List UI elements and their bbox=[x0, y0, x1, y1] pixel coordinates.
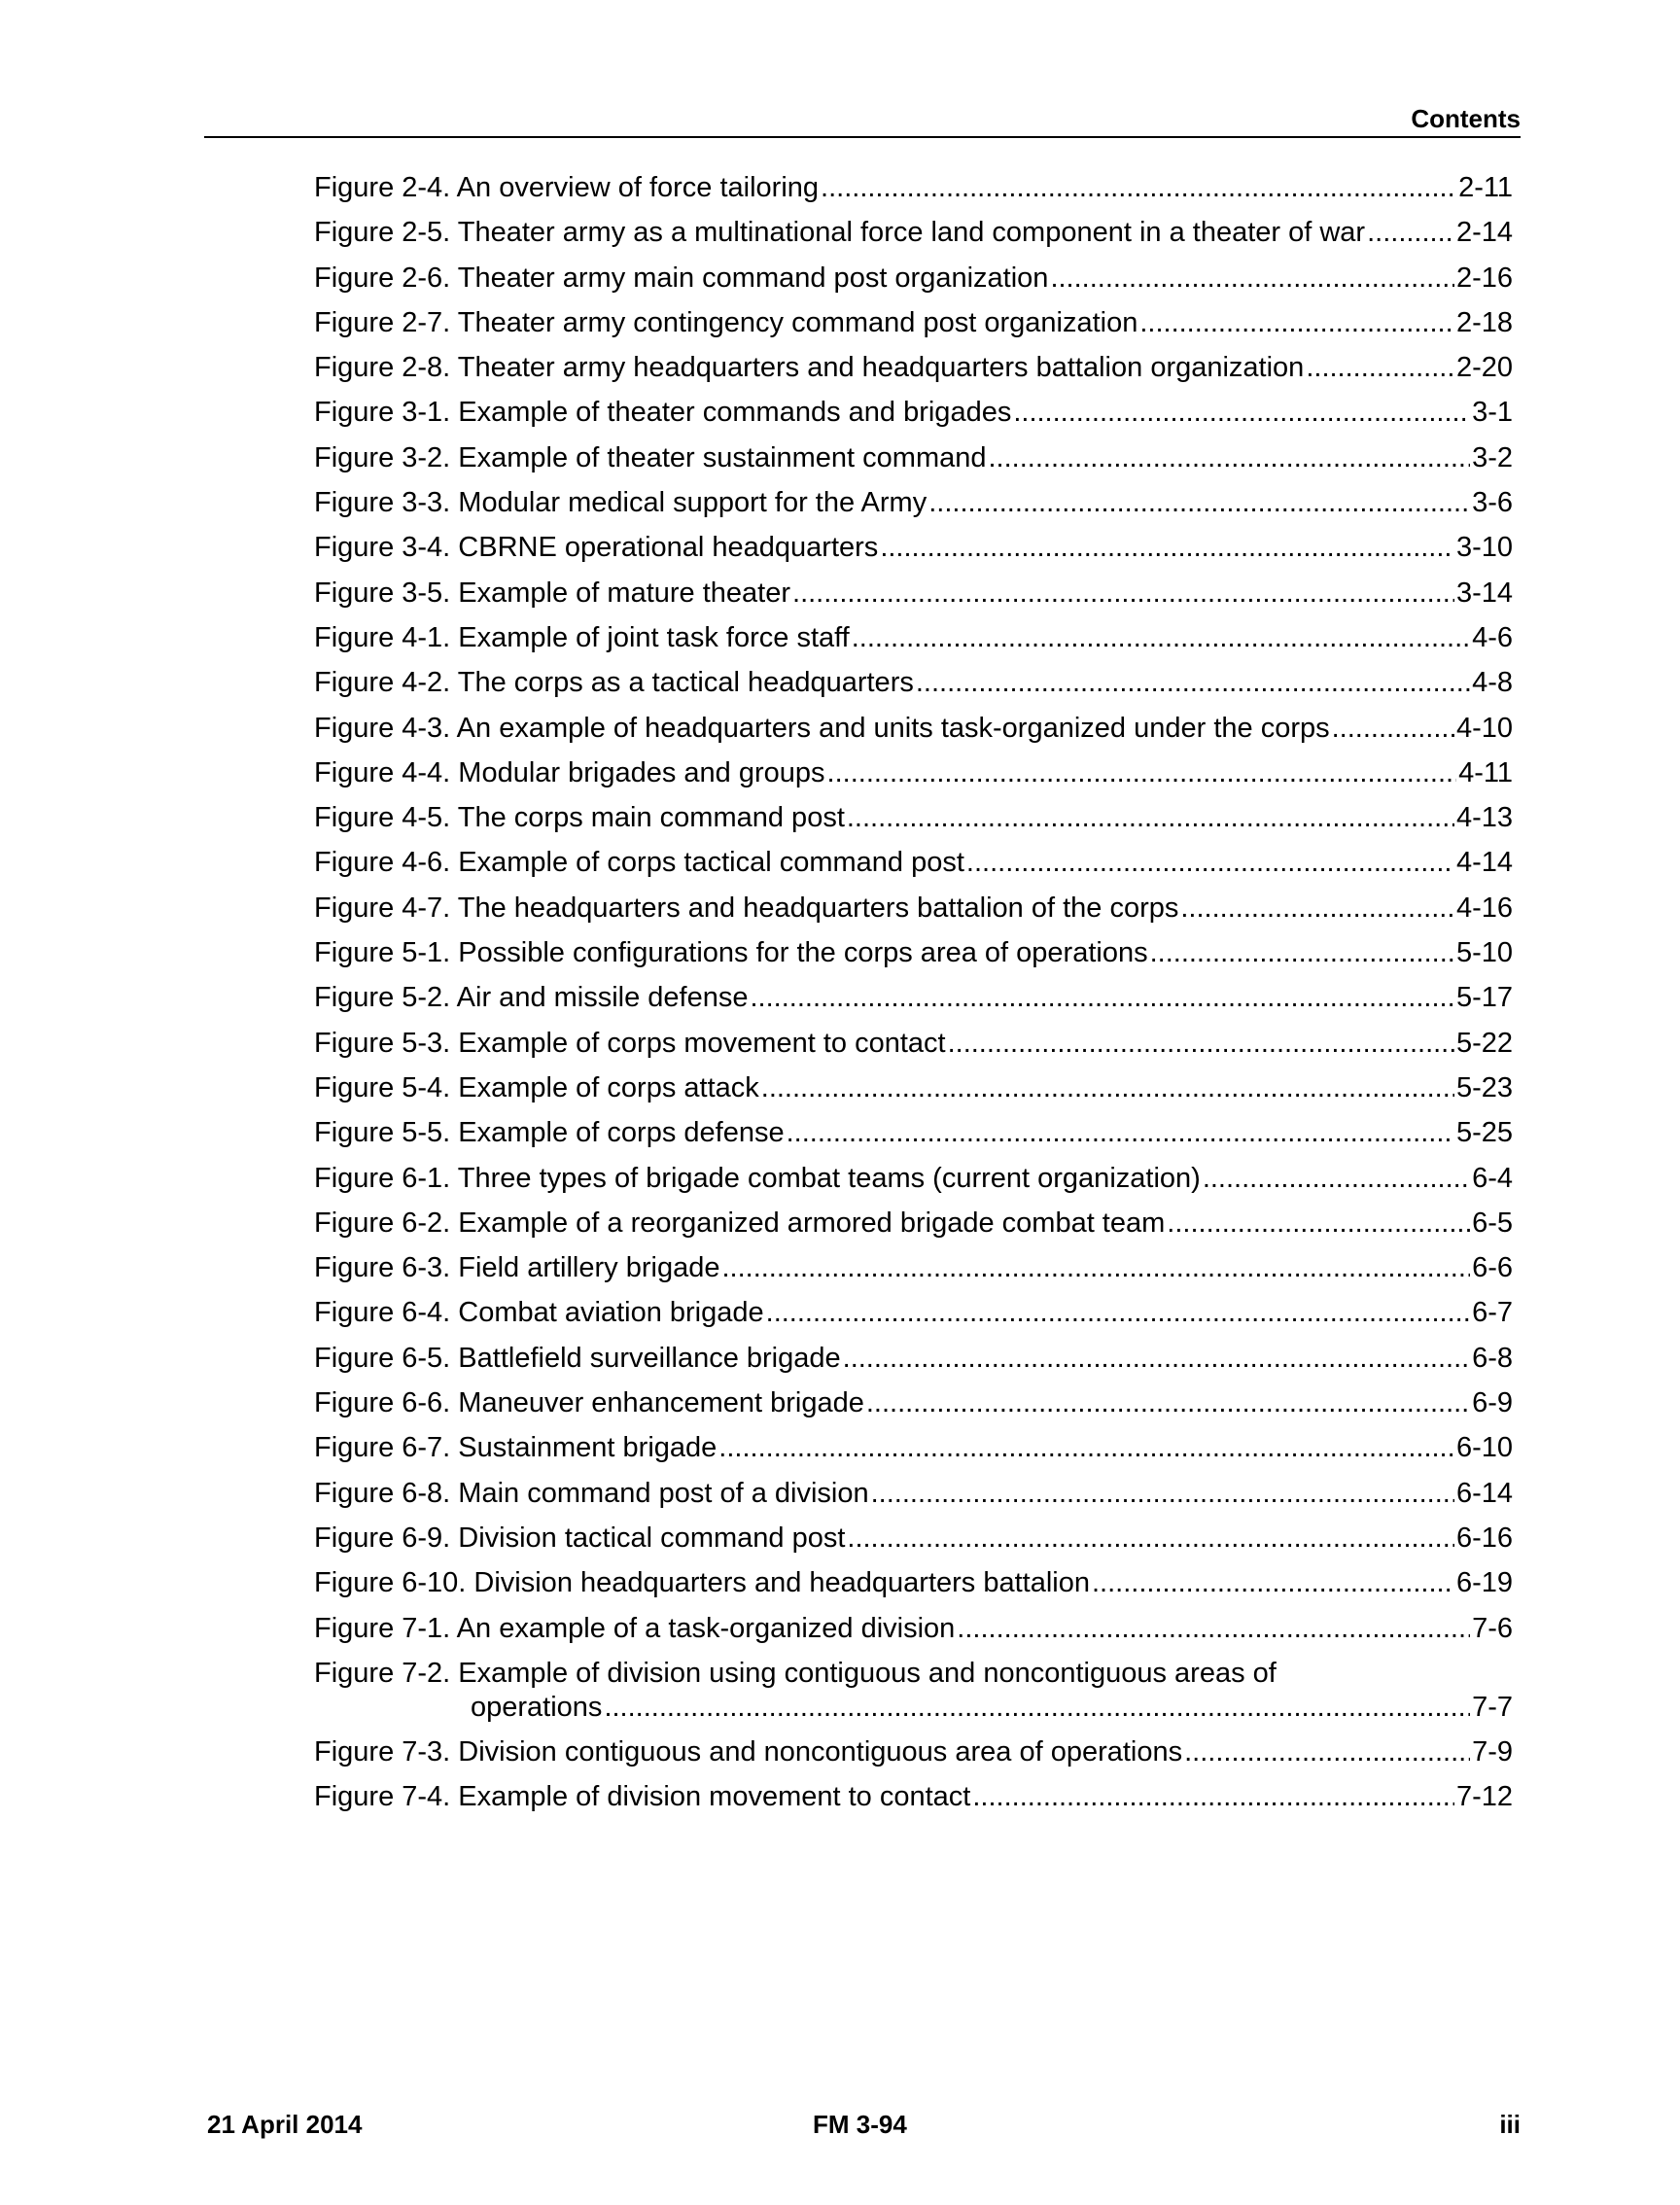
toc-entry-title: Figure 6-2. Example of a reorganized armored brigade combat team bbox=[314, 1207, 1166, 1239]
toc-entry[interactable] bbox=[314, 306, 1513, 340]
toc-entry-title: Figure 7-1. An example of a task-organized division bbox=[314, 1612, 956, 1644]
dot-leader bbox=[1367, 216, 1454, 250]
toc-entry-page: 2-18 bbox=[1455, 306, 1513, 338]
dot-leader bbox=[792, 577, 1454, 611]
toc-entry-page: 6-14 bbox=[1455, 1477, 1513, 1509]
toc-entry[interactable] bbox=[314, 1566, 1513, 1600]
dot-leader bbox=[1306, 351, 1454, 385]
dot-leader bbox=[966, 846, 1454, 880]
toc-entry[interactable] bbox=[314, 1431, 1513, 1465]
toc-entry-title: Figure 4-6. Example of corps tactical command post bbox=[314, 847, 964, 879]
toc-entry-page: 7-12 bbox=[1455, 1781, 1513, 1813]
toc-entry-page: 3-14 bbox=[1455, 577, 1513, 609]
toc-entry-page: 7-6 bbox=[1472, 1612, 1513, 1644]
toc-entry[interactable] bbox=[314, 712, 1513, 746]
toc-entry[interactable] bbox=[314, 1296, 1513, 1330]
toc-entry-title: Figure 5-5. Example of corps defense bbox=[314, 1117, 785, 1149]
toc-entry-title: Figure 7-4. Example of division movement to contact bbox=[314, 1781, 971, 1813]
toc-entry-title: Figure 2-7. Theater army contingency command post organization bbox=[314, 306, 1138, 338]
toc-entry[interactable] bbox=[314, 936, 1513, 970]
toc-entry[interactable] bbox=[314, 1162, 1513, 1196]
toc-entry-page: 6-5 bbox=[1472, 1207, 1513, 1239]
toc-entry[interactable] bbox=[314, 486, 1513, 520]
toc-entry-page: 3-1 bbox=[1472, 397, 1513, 429]
toc-entry-title: Figure 6-3. Field artillery brigade bbox=[314, 1252, 720, 1284]
toc-entry-page: 6-8 bbox=[1472, 1342, 1513, 1374]
toc-entry-title: Figure 6-4. Combat aviation brigade bbox=[314, 1297, 764, 1329]
toc-entry-title: Figure 3-3. Modular medical support for the Army bbox=[314, 487, 928, 519]
dot-leader bbox=[880, 531, 1454, 565]
toc-entry-title: Figure 4-3. An example of headquarters and units task-organized under the corps bbox=[314, 712, 1330, 744]
dot-leader bbox=[847, 801, 1454, 835]
dot-leader bbox=[766, 1296, 1470, 1330]
dot-leader bbox=[1180, 892, 1454, 926]
toc-entry[interactable] bbox=[314, 801, 1513, 835]
dot-leader bbox=[843, 1342, 1470, 1376]
toc-entry[interactable] bbox=[314, 1477, 1513, 1511]
toc-entry-title: Figure 5-3. Example of corps movement to contact bbox=[314, 1027, 946, 1059]
toc-entry[interactable] bbox=[314, 262, 1513, 296]
dot-leader bbox=[604, 1691, 1470, 1725]
toc-entry-title: Figure 2-6. Theater army main command post organization bbox=[314, 262, 1049, 294]
toc-entry-title: Figure 6-5. Battlefield surveillance brigade bbox=[314, 1342, 841, 1374]
toc-entry-page: 5-17 bbox=[1455, 982, 1513, 1014]
toc-entry[interactable] bbox=[314, 1735, 1513, 1769]
toc-entry[interactable] bbox=[314, 396, 1513, 430]
toc-entry-page: 6-10 bbox=[1455, 1432, 1513, 1464]
dot-leader bbox=[761, 1071, 1454, 1105]
toc-entry-title: Figure 7-2. Example of division using contiguous and noncontiguous areas of bbox=[314, 1657, 1277, 1689]
dot-leader bbox=[751, 981, 1454, 1015]
toc-entry[interactable] bbox=[314, 1657, 1513, 1725]
footer-date: 21 April 2014 bbox=[207, 2110, 363, 2139]
dot-leader bbox=[1013, 396, 1470, 430]
dot-leader bbox=[847, 1522, 1454, 1556]
toc-entry-page: 6-4 bbox=[1472, 1162, 1513, 1194]
dot-leader bbox=[1203, 1162, 1470, 1196]
toc-entry-page: 5-23 bbox=[1455, 1071, 1513, 1103]
toc-entry[interactable] bbox=[314, 1342, 1513, 1376]
dot-leader bbox=[972, 1780, 1454, 1814]
footer-page-number: iii bbox=[1499, 2110, 1521, 2139]
toc-entry[interactable] bbox=[314, 1251, 1513, 1285]
toc-entry[interactable] bbox=[314, 666, 1513, 700]
toc-entry-title: Figure 6-7. Sustainment brigade bbox=[314, 1432, 718, 1464]
toc-entry[interactable] bbox=[314, 1116, 1513, 1150]
dot-leader bbox=[989, 441, 1471, 475]
dot-leader bbox=[718, 1431, 1454, 1465]
toc-entry-title: Figure 3-1. Example of theater commands and brigades bbox=[314, 397, 1012, 429]
running-header: Contents bbox=[1411, 104, 1521, 133]
toc-entry-title: Figure 7-3. Division contiguous and noncontiguous area of operations bbox=[314, 1736, 1183, 1768]
toc-entry-page: 2-14 bbox=[1455, 217, 1513, 249]
toc-entry-title-continued: operations bbox=[471, 1691, 603, 1723]
toc-entry[interactable] bbox=[314, 531, 1513, 565]
toc-entry-page: 5-10 bbox=[1455, 937, 1513, 969]
toc-entry-page: 7-9 bbox=[1472, 1736, 1513, 1768]
toc-entry-page: 6-16 bbox=[1455, 1522, 1513, 1554]
toc-entry-title: Figure 2-4. An overview of force tailoring bbox=[314, 172, 820, 203]
toc-entry[interactable] bbox=[314, 981, 1513, 1015]
toc-entry-page: 2-20 bbox=[1455, 352, 1513, 384]
footer-publication: FM 3-94 bbox=[813, 2110, 907, 2139]
toc-entry[interactable] bbox=[314, 846, 1513, 880]
toc-entry-title: Figure 3-2. Example of theater sustainment command bbox=[314, 441, 987, 473]
toc-entry[interactable] bbox=[314, 1027, 1513, 1061]
toc-entry-page: 3-10 bbox=[1455, 532, 1513, 564]
toc-entry[interactable] bbox=[314, 1071, 1513, 1105]
dot-leader bbox=[1167, 1207, 1470, 1241]
toc-entry-page: 3-2 bbox=[1472, 441, 1513, 473]
toc-entry-title: Figure 5-1. Possible configurations for the corps area of operations bbox=[314, 937, 1148, 969]
toc-entry[interactable] bbox=[314, 216, 1513, 250]
toc-entry-title: Figure 2-5. Theater army as a multinational force land component in a theater of war bbox=[314, 217, 1366, 249]
toc-entry-page: 4-6 bbox=[1472, 621, 1513, 653]
toc-entry-page: 6-6 bbox=[1472, 1252, 1513, 1284]
dot-leader bbox=[957, 1612, 1470, 1646]
toc-entry-title: Figure 6-6. Maneuver enhancement brigade bbox=[314, 1387, 864, 1419]
toc-entry-page: 7-7 bbox=[1472, 1691, 1513, 1723]
toc-entry-title: Figure 4-2. The corps as a tactical headquarters bbox=[314, 667, 914, 699]
dot-leader bbox=[866, 1386, 1470, 1420]
toc-entry-page: 5-22 bbox=[1455, 1027, 1513, 1059]
header-rule bbox=[204, 136, 1521, 138]
toc-entry[interactable] bbox=[314, 1780, 1513, 1814]
dot-leader bbox=[852, 621, 1470, 655]
toc-entry-title: Figure 4-1. Example of joint task force staff bbox=[314, 621, 850, 653]
dot-leader bbox=[821, 171, 1456, 205]
dot-leader bbox=[928, 486, 1470, 520]
dot-leader bbox=[871, 1477, 1454, 1511]
toc-entry-page: 3-6 bbox=[1472, 487, 1513, 519]
toc-entry[interactable] bbox=[314, 756, 1513, 790]
toc-entry-page: 4-13 bbox=[1455, 802, 1513, 834]
toc-entry-title: Figure 4-5. The corps main command post bbox=[314, 802, 845, 834]
dot-leader bbox=[948, 1027, 1454, 1061]
toc-entry-page: 6-19 bbox=[1455, 1567, 1513, 1599]
toc-entry-title: Figure 5-4. Example of corps attack bbox=[314, 1071, 759, 1103]
toc-entry-page: 4-16 bbox=[1455, 892, 1513, 924]
toc-entry-page: 2-16 bbox=[1455, 262, 1513, 294]
toc-entry-title: Figure 2-8. Theater army headquarters and headquarters battalion organization bbox=[314, 352, 1305, 384]
toc-entry-title: Figure 5-2. Air and missile defense bbox=[314, 982, 749, 1014]
toc-entry-page: 4-11 bbox=[1458, 756, 1513, 788]
toc-entry-page: 6-7 bbox=[1472, 1297, 1513, 1329]
toc-entry[interactable] bbox=[314, 1522, 1513, 1556]
toc-entry[interactable] bbox=[314, 1612, 1513, 1646]
dot-leader bbox=[1050, 262, 1454, 296]
dot-leader bbox=[721, 1251, 1470, 1285]
toc-entry-title: Figure 6-8. Main command post of a division bbox=[314, 1477, 869, 1509]
toc-entry[interactable] bbox=[314, 1207, 1513, 1241]
toc-entry-title: Figure 6-1. Three types of brigade combat teams (current organization) bbox=[314, 1162, 1201, 1194]
dot-leader bbox=[1092, 1566, 1454, 1600]
dot-leader bbox=[827, 756, 1457, 790]
toc-entry-title: Figure 3-5. Example of mature theater bbox=[314, 577, 791, 609]
list-of-figures bbox=[314, 171, 1513, 1826]
toc-entry-page: 4-8 bbox=[1472, 667, 1513, 699]
toc-entry-title: Figure 6-10. Division headquarters and headquarters battalion bbox=[314, 1567, 1090, 1599]
toc-entry-page: 4-10 bbox=[1455, 712, 1513, 744]
toc-entry-title: Figure 6-9. Division tactical command post bbox=[314, 1522, 846, 1554]
toc-entry-title: Figure 4-4. Modular brigades and groups bbox=[314, 756, 825, 788]
toc-entry[interactable] bbox=[314, 1386, 1513, 1420]
dot-leader bbox=[1139, 306, 1454, 340]
toc-entry[interactable] bbox=[314, 441, 1513, 475]
toc-entry[interactable] bbox=[314, 577, 1513, 611]
toc-entry-title: Figure 4-7. The headquarters and headquarters battalion of the corps bbox=[314, 892, 1179, 924]
toc-entry[interactable] bbox=[314, 351, 1513, 385]
dot-leader bbox=[916, 666, 1470, 700]
dot-leader bbox=[787, 1116, 1454, 1150]
toc-entry[interactable] bbox=[314, 892, 1513, 926]
toc-entry-page: 4-14 bbox=[1455, 847, 1513, 879]
dot-leader bbox=[1184, 1735, 1470, 1769]
toc-entry-title: Figure 3-4. CBRNE operational headquarters bbox=[314, 532, 879, 564]
toc-entry-page: 6-9 bbox=[1472, 1387, 1513, 1419]
toc-entry-page: 5-25 bbox=[1455, 1117, 1513, 1149]
dot-leader bbox=[1332, 712, 1454, 746]
toc-entry-page: 2-11 bbox=[1458, 172, 1513, 203]
toc-entry[interactable] bbox=[314, 621, 1513, 655]
dot-leader bbox=[1150, 936, 1454, 970]
toc-entry[interactable] bbox=[314, 171, 1513, 205]
